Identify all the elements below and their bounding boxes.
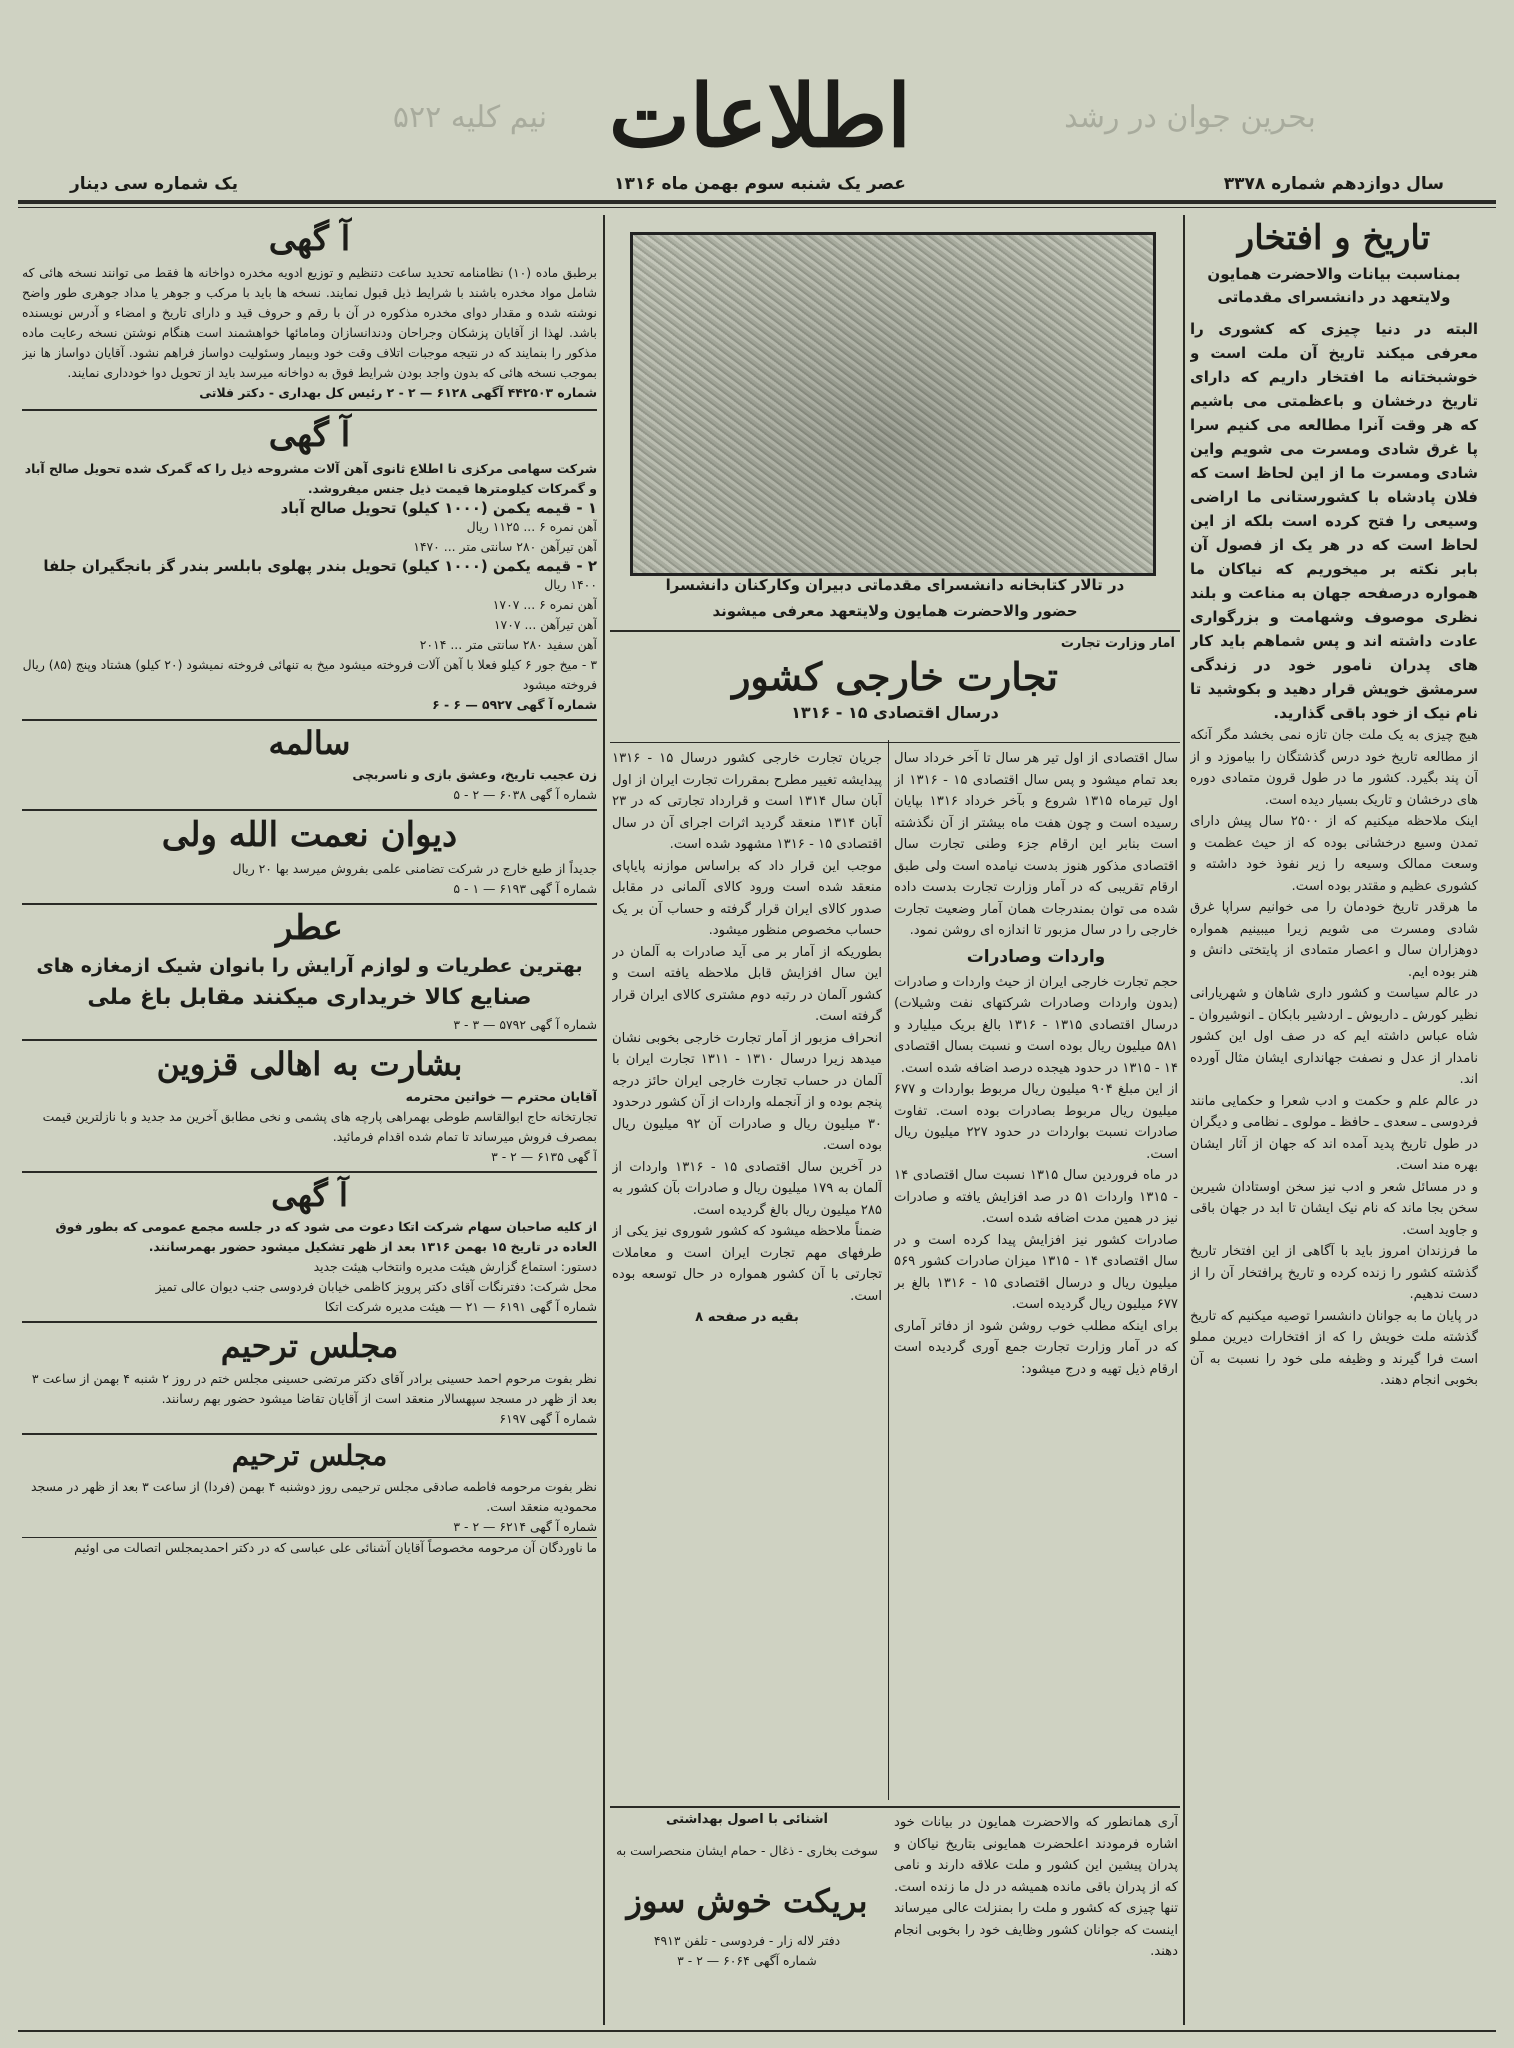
trade-paragraph: حجم تجارت خارجی ایران از حیث واردات و صادرات (بدون واردات وصادرات شرکتهای نفت وشیلات) درسال اقتصادی ۱۳۱۵ - ۱۳۱۶ بالغ بریک میلیارد و ۵۸۱ میلیون ریال بوده است و نسبت بسال اقتصادی ۱۴ - ۱۳۱۵ در حدود هیجده درصد اضافه شده است. [894, 974, 1178, 1076]
ads-column [22, 215, 597, 2030]
ad-qazvin [22, 1039, 597, 1167]
ad-text: نظر بفوت مرحومه فاطمه صادقی مجلس ترحیمی روز دوشنبه ۴ بهمن (فردا) از ساعت ۳ بعد از ظهر در مسجد محمودیه منعقد است. [30, 1479, 597, 1514]
price-line: آهن نمره ۶ ... ۱۷۰۷ [492, 597, 597, 612]
ad-saleh-book [22, 719, 597, 805]
ad-title: عطر [276, 908, 343, 948]
ad-text: تجارتخانه حاج ابوالقاسم طوطی بهمراهی پارچه های پشمی و نخی مطابق آخرین مد جدید و با نازلترین قیمت بمصرف فروش میرساند تا تمام شده اقدام فرمائید. [42, 1109, 597, 1144]
ad-footer: شماره آ گهی ۶۱۹۳ — ۱ - ۵ [453, 881, 597, 896]
ad-perfume [22, 903, 597, 1035]
briquette-ad [612, 1812, 882, 2030]
ceremony-photo [630, 232, 1156, 576]
trade-kicker: آمار وزارت تجارت [1060, 636, 1175, 651]
notice-agenda: دستور: استماع گزارش هیئت مدیره وانتخاب هیئت جدید [313, 1259, 597, 1274]
ad-footer: آ گهی ۶۱۳۵ — ۲ - ۳ [491, 1149, 597, 1164]
trade-continued: بقیه در صفحه ۸ [695, 1310, 799, 1325]
trade-paragraph: از این مبلغ ۹۰۴ میلیون ریال مربوط بواردات و ۶۷۷ میلیون ریال مربوط بصادرات بوده است. تفاوت صادرات نسبت بواردات در حدود ۲۲۷ میلیون ریال است. [894, 1082, 1178, 1162]
ad-title: دیوان نعمت الله ولی [161, 815, 458, 855]
bottom-middle-article [894, 1812, 1178, 2030]
trade-paragraph: سال اقتصادی از اول تیر هر سال تا آخر خرداد سال بعد تمام میشود و پس سال اقتصادی ۱۵ - ۱۳۱۶ از اول تیرماه ۱۳۱۵ شروع و بآخر خرداد ۱۳۱۶ بپایان رسیده است و چون هفت ماه بیشتر از آن نگذشته است بنابر این ارقام جزء وطنی تجارت سال اقتصادی مذکور هنوز بدست نیامده است ولی طبق ارقام تقریبی که در آمار وزارت تجارت بدست داده شده می توان بمندرجات همان آمار وضعیت تجارت خارجی را در سال مزبور تا اندازه ای روشن نمود. [894, 751, 1178, 938]
issue-price: یک شماره سی دینار [70, 174, 238, 194]
trade-paragraph: در آخرین سال اقتصادی ۱۵ - ۱۳۱۶ واردات از آلمان به ۱۷۹ میلیون ریال و صادرات بآن کشور به ۲۸۵ میلیون ریال بالغ گردیده است. [612, 1159, 882, 1218]
notice-note: ۳ - میخ جور ۶ کیلو فعلا با آهن آلات فروخته میشود میخ به تنهائی فروخته نمیشود (۲۰ کیلو) هشتاد وپنج (۸۵) ریال فروخته میشود [22, 657, 597, 692]
trade-title: تجارت خارجی کشور [732, 654, 1058, 699]
trade-paragraph: جریان تجارت خارجی کشور درسال ۱۵ - ۱۳۱۶ پیدایشه تغییر مطرح بمقررات تجارت ایران از اول آبان سال ۱۳۱۴ است و قرارداد تجارتی که در ۲۳ آبان ۱۳۱۴ منعقد گردید اثرات اجرای آن در سال اقتصادی ۱۵ - ۱۳۱۶ مشهود شده است. [612, 751, 882, 852]
notice-address: محل شرکت: دفترنگات آقای دکتر پرویز کاظمی خیابان فردوسی جنب دیوان عالی تمیز [155, 1279, 597, 1294]
ad-title: مجلس ترحیم [231, 1439, 388, 1472]
ad-text: نظر بفوت مرحوم احمد حسینی برادر آقای دکتر مرتضی حسینی مجلس ختم در روز ۲ شنبه ۴ بهمن از ساعت ۳ بعد از ظهر در مسجد سپهسالار منعقد است از آقایان تقاضا میشود حضور بهم رسانند. [31, 1371, 597, 1406]
trade-column-left [612, 748, 882, 1803]
price-line: آهن نمره ۶ ... ۱۱۲۵ ریال [466, 519, 597, 534]
history-paragraph: و در مسائل شعر و ادب نیز سخن اوستادان شیرین سخن بجا ماند که نام نیک ایشان تا ابد در جهان باقی و جاوید است. [1190, 1179, 1478, 1238]
trade-paragraph: بطوریکه از آمار بر می آید صادرات به آلمان در این سال افزایش قابل ملاحظه یافته است و کشور آلمان در رتبه دوم مشتری کالای ایران قرار گرفته است. [612, 944, 882, 1024]
notice-footer: شماره آ گهی ۵۹۲۷ — ۶ - ۶ [432, 697, 597, 712]
ad-footer: شماره آ گهی ۶۰۳۸ — ۲ - ۵ [453, 787, 597, 802]
notice-title: آ گهی [268, 415, 351, 455]
photo-caption-line: حضور والاحضرت همایون ولایتعهد معرفی میشوند [712, 602, 1078, 620]
trade-paragraph: در ماه فروردین سال ۱۳۱۵ نسبت سال اقتصادی ۱۴ - ۱۳۱۵ واردات ۵۱ در صد افزایش یافته و صادرات نیز در همین مدت اضافه شده است. [894, 1168, 1178, 1226]
ad-text: زن عجیب تاریخ، وعشق بازی و ناسربچی [352, 767, 597, 782]
photo-caption-line: در تالار کتابخانه دانشسرای مقدماتی دبیران وکارکنان دانشسرا [665, 576, 1125, 594]
column-rule [603, 215, 605, 2025]
trade-rule [610, 742, 1180, 743]
faded-header-right: بحرین جوان در رشد [1064, 100, 1316, 135]
history-subtitle: بمناسبت بیانات والاحضرت همایون ولایتعهد در دانشسرای مقدماتی [1207, 265, 1461, 306]
trade-paragraph: برای اینکه مطلب خوب روشن شود از دفاتر آماری که در آمار وزارت تجارت جمع آوری گردیده است ارقام ذیل تهیه و درج میشود: [894, 1318, 1178, 1377]
ad-text: جدیداً از طبع خارج در شرکت تضامنی علمی بفروش میرسد بها ۲۰ ریال [232, 861, 597, 876]
history-article [1190, 215, 1478, 2030]
ad-title: بشارت به اهالی قزوین [156, 1045, 463, 1083]
price-heading: ۲ - قیمه یکمن (۱۰۰۰ کیلو) تحویل بندر پهلوی بابلسر بندر گز بانجگیران جلفا [43, 557, 597, 575]
notice-shareholders [22, 1171, 597, 1317]
history-paragraph: در پایان ما به جوانان دانشسرا توصیه میکنیم که تاریخ گذشته ملت خویش را که از افتخارات دیرین مملو است فرا گیرند و وظیفه ملی خود را نسبت به آن بخوبی انجام دهند. [1190, 1308, 1478, 1388]
history-paragraph: اینک ملاحظه میکنیم که از ۲۵۰۰ سال پیش دارای تمدن وسیع درخشانی بوده که از حیث عظمت و وسعت ممالک وسیعه را زیر نفوذ خود داشته و کشوری عظیم و مقتدر بوده است. [1190, 814, 1478, 894]
footer-rule [18, 2030, 1496, 2032]
trade-paragraph: ضمناً ملاحظه میشود که کشور شوروی نیز یکی از طرفهای مهم تجارت ایران است و معاملات تجارتی با آن کشور همواره در حال توسعه بوده است. [612, 1224, 882, 1304]
notice-title: آ گهی [271, 1176, 348, 1214]
header-rule [18, 200, 1496, 204]
notice-text: برطبق ماده (۱۰) نظامنامه تحدید ساعت دتنظیم و توزیع ادویه مخدره دواخانه ها فقط می توانند نسخه هائی که شامل مواد مخدره باشند با شرایط ذیل قبول نمایند. نسخه ها باید با مرکب و جوهر یا مداد جوهری طور واضح نوشته شده و مقدار دوای مخدره مذکوره در آن با رقم و حروف قید و دارای تاریخ و امضاء و آدرس نویسنده باشد. لهذا از آقایان پزشکان وجراحان ودندانسازان ومامائها خواهشمند است هنگام نوشتن نسخه رعایت ماده مذکور را بنمایند که در نتیجه موجبات اتلاف وقت خود وبیمار وسئولیت دواساز فراهم نشود. آقایان دواساز ها نیز بموجب نسخه هائی که بدون واجد بودن شرایط فوق به دواخانه میرسد باید از تحویل دوا خودداری نمایند. [22, 265, 597, 380]
bottom-rule [610, 1806, 1180, 1808]
trade-paragraph: موجب این قرار داد که براساس موازنه پایاپای منعقد شده است ورود کالای آلمانی در مقابل صدور کالای ایران قرار گرفته و حساب آن بر یک حساب مخصوص منظور میشود. [612, 858, 882, 938]
briquette-ad-title: آشنائی با اصول بهداشتی [666, 1812, 828, 1827]
faded-header-left: نیم کلیه ۵۲۲ [392, 100, 548, 135]
ad-memorial-2 [22, 1433, 597, 1558]
history-paragraph: ما هرقدر تاریخ خودمان را می خوانیم سراپا غرق شادی ومسرت می شویم زیرا میبینیم همواره دوهزاران سال و اعصار متمادی از پایتختی دانش و هنر بوده ایم. [1190, 900, 1478, 980]
notice-footer: شماره آ گهی ۶۱۹۱ — ۲۱ — هیئت مدیره شرکت اتکا [324, 1299, 597, 1314]
trade-paragraph: صادرات کشور نیز افزایش پیدا کرده است و در سال اقتصادی ۱۴ - ۱۳۱۵ میزان صادرات کشور ۵۶۹ میلیون ریال و درسال اقتصادی ۱۵ - ۱۳۱۶ بالغ بر ۶۷۷ میلیون ریال گردیده است. [894, 1232, 1178, 1312]
ad-divan-book [22, 809, 597, 899]
briquette-ad-line: سوخت بخاری - ذغال - حمام ایشان منحصراست به [616, 1843, 878, 1858]
ad-footer: شماره آ گهی ۶۱۹۷ [499, 1411, 597, 1426]
price-heading: ۱ - قیمه یکمن (۱۰۰۰ کیلو) تحویل صالح آباد [280, 499, 597, 517]
notice-intro: شرکت سهامی مرکزی نا اطلاع ثانوی آهن آلات مشروحه ذیل را که گمرک شده تحویل صالح آباد و گمرکات کیلومترها قیمت ذیل جنس میفروشد. [24, 461, 597, 496]
ad-title: سالمه [268, 724, 351, 762]
ad-footer: شماره آ گهی ۵۷۹۲ — ۳ - ۳ [453, 1017, 597, 1032]
history-paragraph: هیچ چیزی به یک ملت جان تازه نمی بخشد مگر آنکه از مطالعه تاریخ خود درس گذشتگان را بیاموزد و از آن پند بگیرد. کشور ما در طول قرون متمادی دوره های درخشان و تاریک بسیار دیده است. [1190, 728, 1478, 808]
issue-number: سال دوازدهم شماره ۳۳۷۸ [1223, 174, 1444, 194]
masthead-title: اطلاعات [608, 66, 912, 167]
notice-footer: شماره ۴۴۲۵۰۳ آگهی ۶۱۲۸ — ۲ - ۲ رئیس کل بهداری - دکتر فلاتی [199, 385, 597, 400]
trade-heading [615, 636, 1175, 740]
ad-memorial-1 [22, 1321, 597, 1429]
ad-text: صنایع کالا خریداری میکنند مقابل باغ ملی [87, 985, 532, 1010]
history-title: تاریخ و افتخار [1237, 218, 1431, 258]
price-line: آهن سفید ۲۸۰ سانتی متر ... ۲۰۱۴ [419, 637, 597, 652]
ad-text: بهترین عطریات و لوازم آرایش را بانوان شیک ازمغازه های [36, 955, 583, 977]
footer-strip: ما ناوردگان آن مرحومه مخصوصاً آقایان آشنائی علی عباسی که در دکتر احمدیمجلس اتصالت می اوئیم [22, 1537, 597, 1558]
history-paragraph: در عالم سیاست و کشور داری شاهان و شهریارانی نظیر کورش ـ داریوش ـ اردشیر بابکان ـ انوشیروان ـ شاه عباس داشته ایم که در صف اول این کشور نامدار از عدل و نصفت جهانداری ایشان مثال آورده اند. [1190, 986, 1478, 1087]
trade-subtitle: درسال اقتصادی ۱۵ - ۱۳۱۶ [791, 703, 999, 722]
notice-title: آ گهی [268, 219, 351, 259]
photo-rule [610, 630, 1180, 632]
bottom-middle-text: آری همانطور که والاحضرت همایون در بیانات خود اشاره فرمودند اعلحضرت همایونی بتاریخ نیاکان و پدران پیشین این کشور و ملت علاقه دارند و نامی که از پدران باقی مانده همیشه در دل ما زنده است. تنها چیزی که کشور و ملت را بمنزلت عالی میرساند اینست که جوانان کشور وظایف خود را بخوبی انجام دهند. [894, 1815, 1178, 1959]
notice-drug-prescriptions [22, 215, 597, 403]
history-paragraph: ما فرزندان امروز باید با آگاهی از این افتخار تاریخ گذشته کشور را زنده کرده و تاریخ پرافتخار آن را از دست ندهیم. [1190, 1244, 1478, 1302]
price-line: ۱۴۰۰ ریال [544, 577, 597, 592]
issue-date: عصر یک شنبه سوم بهمن ماه ۱۳۱۶ [614, 174, 906, 194]
briquette-ad-brand: بریکت خوش سوز [626, 1882, 868, 1920]
column-rule [1183, 215, 1185, 2025]
ad-title: مجلس ترحیم [220, 1327, 399, 1365]
trade-paragraph: انحراف مزبور از آمار تجارت خارجی بخوبی نشان میدهد زیرا درسال ۱۳۱۰ - ۱۳۱۱ تجارت ایران با آلمان در حساب تجارت خارجی ایران حائز درجه پنجم بوده و از آنجمله واردات از آن کشور درحدود ۳۰ میلیون ریال و صادرات آن ۹۲ میلیون ریال بوده است. [612, 1030, 882, 1153]
header-rule-thin [18, 207, 1496, 208]
photo-caption [615, 572, 1175, 628]
trade-column-right [894, 748, 1178, 1803]
price-line: آهن تیرآهن ۲۸۰ سانتی متر ... ۱۴۷۰ [413, 539, 597, 554]
notice-iron-prices [22, 409, 597, 715]
trade-subheading: واردات وصادرات [966, 946, 1106, 967]
briquette-ad-address: دفتر لاله زار - فردوسی - تلفن ۴۹۱۳ [653, 1933, 841, 1948]
history-paragraph: در عالم علم و حکمت و ادب شعرا و حکمایی مانند فردوسی ـ سعدی ـ حافظ ـ مولوی ـ نظامی و دیگران در طول تاریخ پدید آمده اند که جهان از آثار ایشان بهره مند است. [1190, 1093, 1478, 1173]
ad-subtitle: آقایان محترم — خواتین محترمه [405, 1089, 597, 1104]
notice-text: از کلیه صاحبان سهام شرکت اتکا دعوت می شود که در جلسه مجمع عمومی که بطور فوق العاده در تاریخ ۱۵ بهمن ۱۳۱۶ بعد از ظهر تشکیل میشود حضور بهمرسانند. [55, 1219, 597, 1254]
column-rule [888, 740, 889, 1800]
ad-footer: شماره آ گهی ۶۲۱۴ — ۲ - ۳ [453, 1519, 597, 1534]
history-paragraph: البته در دنیا چیزی که کشوری را معرفی میکند تاریخ آن ملت است و خوشبختانه ما افتخار داریم که دارای تاریخ درخشان و باعظمتی می باشیم که هر وقت آنرا مطالعه می کنیم سرا پا غرق شادی ومسرت می شویم واین شادی ومسرت ما از این لحاظ است که فلان پادشاه با کشورستانی ما اراضی وسیعی را فتح کرده است بلکه از این لحاظ است که در هر یک از فصول آن بابر نکته بر میخوریم که نیاکان ما همواره درصفحه جهان به مناعت و بلند نظری موصوف وشهامت و بزرگواری عادت داشته اند و پس شماهم باید کار های پدران نامور خود در زندگی سرمشق خویش قرار دهید و بکوشید تا نام نیک از خود باقی گذارید. [1190, 320, 1478, 722]
briquette-ad-footer: شماره آگهی ۶۰۶۴ — ۲ - ۳ [677, 1953, 817, 1968]
price-line: آهن تیرآهن ... ۱۷۰۷ [493, 617, 597, 632]
